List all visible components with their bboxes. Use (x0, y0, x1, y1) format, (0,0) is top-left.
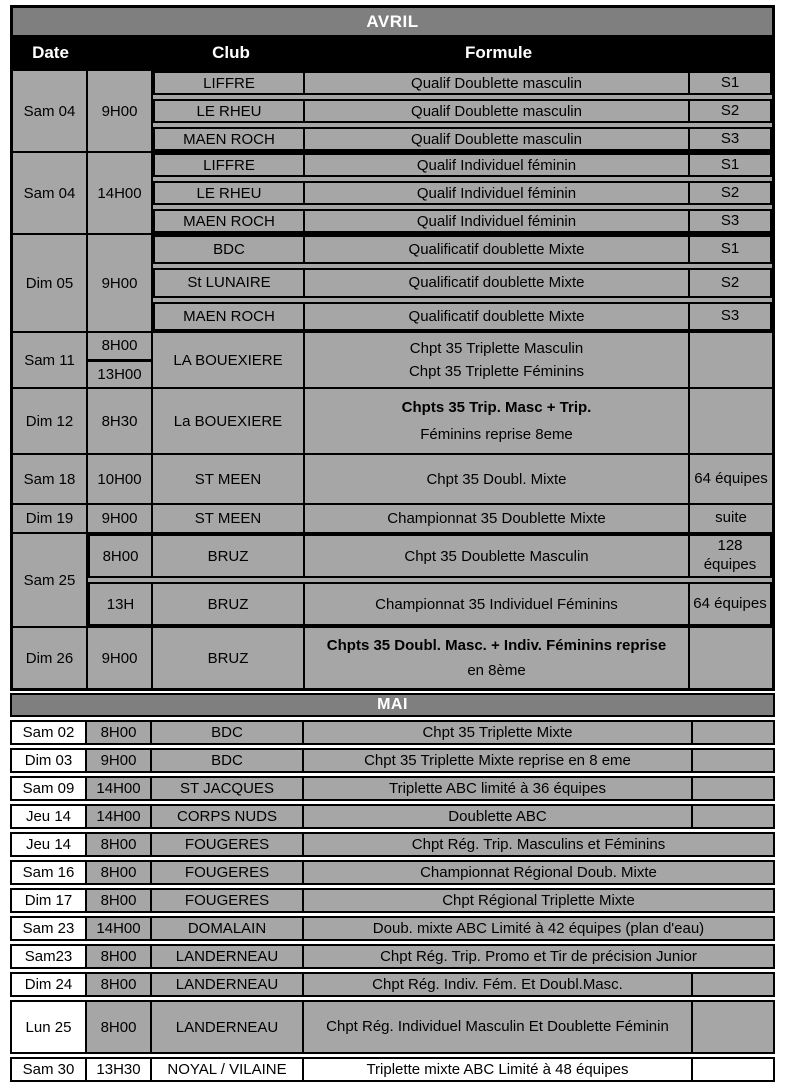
row-sam18 (13, 453, 772, 503)
formule-cell: Qualif Individuel féminin (305, 153, 690, 177)
group-subrows (153, 153, 772, 233)
note-cell (691, 722, 773, 743)
formule-cell: Chpt Régional Triplette Mixte (442, 892, 635, 909)
formule-cell: Chpt 35 Doublette Masculin (305, 534, 690, 578)
formule-line-2: Chpt 35 Triplette Féminins (408, 363, 585, 381)
club-cell: La BOUEXIERE (153, 389, 305, 453)
row-group-dim05-9h (13, 233, 772, 331)
club-cell: DOMALAIN (152, 918, 304, 939)
club-cell: FOUGERES (152, 834, 304, 855)
club-cell: BDC (152, 750, 304, 771)
date-cell: Sam 25 (13, 534, 88, 626)
time-cell: 9H00 (87, 750, 152, 771)
date-cell: Sam 30 (12, 1059, 87, 1080)
time-cell: 8H00 (88, 333, 151, 362)
row-sam11 (13, 331, 772, 387)
formule-cell: Chpt Rég. Indiv. Fém. Et Doubl.Masc. (372, 976, 623, 993)
formule-cell: Doub. mixte ABC Limité à 42 équipes (plan d'eau) (372, 920, 705, 937)
table-row (153, 127, 772, 151)
time-cell: 14H00 (87, 918, 152, 939)
row-jeu14-corpsnuds (10, 804, 775, 829)
note-cell (690, 628, 772, 688)
note-cell: 64 équipes (694, 469, 768, 487)
formule-cell: Doublette ABC (448, 808, 547, 825)
note-cell: S1 (690, 71, 772, 95)
group-subrows (88, 534, 772, 626)
time-cell: 14H00 (87, 778, 152, 799)
club-cell: BRUZ (153, 534, 305, 578)
time-cell: 8H00 (87, 722, 152, 743)
formule-cell: Chpt Rég. Trip. Promo et Tir de précision Junior (380, 948, 697, 965)
formule-line-1: Chpt 35 Triplette Masculin (409, 339, 584, 357)
club-cell: LE RHEU (153, 99, 305, 123)
formule-cell (305, 333, 690, 387)
club-cell: St LUNAIRE (153, 268, 305, 297)
club-cell: BDC (153, 235, 305, 264)
time-cell: 9H00 (88, 505, 153, 532)
date-cell: Lun 25 (12, 1002, 87, 1052)
note-cell (691, 750, 773, 771)
formule-line-2: en 8ème (467, 662, 526, 680)
time-cell: 8H00 (87, 862, 152, 883)
table-row (153, 153, 772, 177)
formule-line-2: Féminins reprise 8eme (420, 426, 573, 443)
formule-cell: Qualificatif doublette Mixte (305, 302, 690, 331)
date-cell: Sam 04 (13, 71, 88, 151)
header-formule: Formule (464, 43, 533, 62)
formule-cell: Qualificatif doublette Mixte (305, 235, 690, 264)
club-cell: CORPS NUDS (152, 806, 304, 827)
row-dim26 (13, 626, 772, 688)
date-cell: Jeu 14 (12, 806, 87, 827)
note-cell: S3 (690, 127, 772, 151)
date-cell: Dim 19 (13, 505, 88, 532)
column-header-row (13, 37, 772, 69)
note-cell: S1 (690, 153, 772, 177)
time-cell: 13H30 (87, 1059, 152, 1080)
club-cell: MAEN ROCH (153, 302, 305, 331)
row-group-sam04-9h (13, 69, 772, 151)
note-cell (691, 1059, 773, 1080)
row-dim24 (10, 972, 775, 997)
row-group-sam04-14h (13, 151, 772, 233)
date-cell: Dim 05 (13, 235, 88, 331)
time-cell: 8H00 (87, 946, 152, 967)
club-cell: BRUZ (153, 582, 305, 626)
time-cell: 9H00 (88, 235, 153, 331)
date-cell: Sam 18 (13, 455, 88, 503)
club-cell: LANDERNEAU (152, 974, 304, 995)
row-sam23-landerneau (10, 944, 775, 969)
row-sam09 (10, 776, 775, 801)
avril-month-banner: AVRIL (13, 8, 772, 37)
formule-cell: Qualif Individuel féminin (305, 181, 690, 205)
time-cell: 13H00 (97, 365, 142, 383)
table-row (153, 99, 772, 123)
date-cell: Sam 09 (12, 778, 87, 799)
club-cell: LIFFRE (153, 71, 305, 95)
row-dim19 (13, 503, 772, 532)
mai-month-banner: MAI (10, 693, 775, 717)
note-cell: suite (715, 509, 747, 527)
note-cell: S2 (690, 268, 772, 297)
header-date: Date (32, 43, 69, 62)
club-cell: LA BOUEXIERE (153, 333, 305, 387)
club-cell: LIFFRE (153, 153, 305, 177)
avril-section (10, 5, 775, 691)
row-jeu14-fougeres (10, 832, 775, 857)
club-cell: MAEN ROCH (153, 209, 305, 233)
formule-cell: Qualif Doublette masculin (305, 127, 690, 151)
time-cell: 9H00 (88, 628, 153, 688)
formule-cell: Qualif Doublette masculin (305, 99, 690, 123)
formule-cell: Chpt Rég. Individuel Masculin Et Doublette Féminin (326, 1017, 669, 1035)
note-cell (691, 778, 773, 799)
club-cell: ST MEEN (153, 455, 305, 503)
table-row (153, 302, 772, 331)
time-cell: 8H00 (87, 834, 152, 855)
formule-cell: Chpt 35 Triplette Mixte reprise en 8 eme (364, 752, 631, 769)
header-club: Club (212, 43, 250, 62)
row-group-sam25 (13, 532, 772, 626)
note-cell (691, 806, 773, 827)
club-cell: LANDERNEAU (152, 1002, 304, 1052)
club-cell: BRUZ (153, 628, 305, 688)
time-cell: 8H00 (87, 890, 152, 911)
table-row (153, 71, 772, 95)
time-cell: 8H30 (88, 389, 153, 453)
club-cell: MAEN ROCH (153, 127, 305, 151)
date-cell: Sam 11 (13, 333, 88, 387)
note-cell: 64 équipes (690, 582, 772, 626)
formule-cell: Championnat 35 Doublette Mixte (305, 505, 690, 532)
date-cell: Dim 26 (13, 628, 88, 688)
time-cell: 10H00 (88, 455, 153, 503)
formule-cell: Chpt Rég. Trip. Masculins et Féminins (411, 836, 666, 853)
note-cell: S2 (690, 99, 772, 123)
time-cell: 14H00 (88, 153, 153, 233)
row-dim12 (13, 387, 772, 453)
time-cell: 9H00 (88, 71, 153, 151)
note-cell: 128 équipes (690, 534, 772, 578)
club-cell: LE RHEU (153, 181, 305, 205)
club-cell: FOUGERES (152, 862, 304, 883)
time-column (88, 333, 153, 387)
club-cell: LANDERNEAU (152, 946, 304, 967)
note-cell: S1 (690, 235, 772, 264)
time-cell: 13H (88, 582, 153, 626)
row-dim17 (10, 888, 775, 913)
date-cell: Sam 02 (12, 722, 87, 743)
row-lun25 (10, 1000, 775, 1054)
note-cell (690, 333, 772, 387)
date-cell: Dim 17 (12, 890, 87, 911)
date-cell: Dim 12 (13, 389, 88, 453)
club-cell: ST MEEN (153, 505, 305, 532)
formule-line-1: Chpts 35 Doubl. Masc. + Indiv. Féminins reprise (326, 636, 667, 654)
note-cell: S3 (690, 302, 772, 331)
note-cell (691, 1002, 773, 1052)
row-sam30 (10, 1057, 775, 1082)
club-cell: FOUGERES (152, 890, 304, 911)
formule-cell (305, 628, 690, 688)
row-sam16 (10, 860, 775, 885)
row-sam02 (10, 720, 775, 745)
table-row (153, 209, 772, 233)
table-row (153, 268, 772, 297)
table-row (88, 582, 772, 626)
time-cell: 8H00 (87, 974, 152, 995)
formule-line-1: Chpts 35 Trip. Masc + Trip. (401, 399, 592, 416)
formule-cell: Triplette ABC limité à 36 équipes (388, 780, 607, 797)
formule-cell: Championnat Régional Doub. Mixte (420, 864, 657, 881)
date-cell: Dim 24 (12, 974, 87, 995)
row-sam23-domalain (10, 916, 775, 941)
formule-cell: Triplette mixte ABC Limité à 48 équipes (366, 1061, 629, 1078)
formule-cell: Championnat 35 Individuel Féminins (305, 582, 690, 626)
table-row (153, 235, 772, 264)
date-cell: Sam 04 (13, 153, 88, 233)
date-cell: Sam 16 (12, 862, 87, 883)
group-subrows (153, 71, 772, 151)
row-dim03 (10, 748, 775, 773)
date-cell: Sam23 (12, 946, 87, 967)
club-cell: ST JACQUES (152, 778, 304, 799)
table-row (153, 181, 772, 205)
date-cell: Sam 23 (12, 918, 87, 939)
note-cell: S3 (690, 209, 772, 233)
club-cell: NOYAL / VILAINE (152, 1059, 304, 1080)
date-cell: Dim 03 (12, 750, 87, 771)
formule-cell: Qualif Individuel féminin (305, 209, 690, 233)
note-cell (691, 974, 773, 995)
formule-cell: Qualificatif doublette Mixte (305, 268, 690, 297)
date-cell: Jeu 14 (12, 834, 87, 855)
group-subrows (153, 235, 772, 331)
formule-cell: Chpt 35 Triplette Mixte (422, 724, 573, 741)
note-cell (690, 389, 772, 453)
formule-cell: Qualif Doublette masculin (305, 71, 690, 95)
time-cell: 8H00 (88, 534, 153, 578)
formule-cell: Chpt 35 Doubl. Mixte (305, 455, 690, 503)
time-cell: 14H00 (87, 806, 152, 827)
club-cell: BDC (152, 722, 304, 743)
table-row (88, 534, 772, 578)
formule-cell (305, 389, 690, 453)
note-cell: S2 (690, 181, 772, 205)
time-cell: 8H00 (87, 1002, 152, 1052)
